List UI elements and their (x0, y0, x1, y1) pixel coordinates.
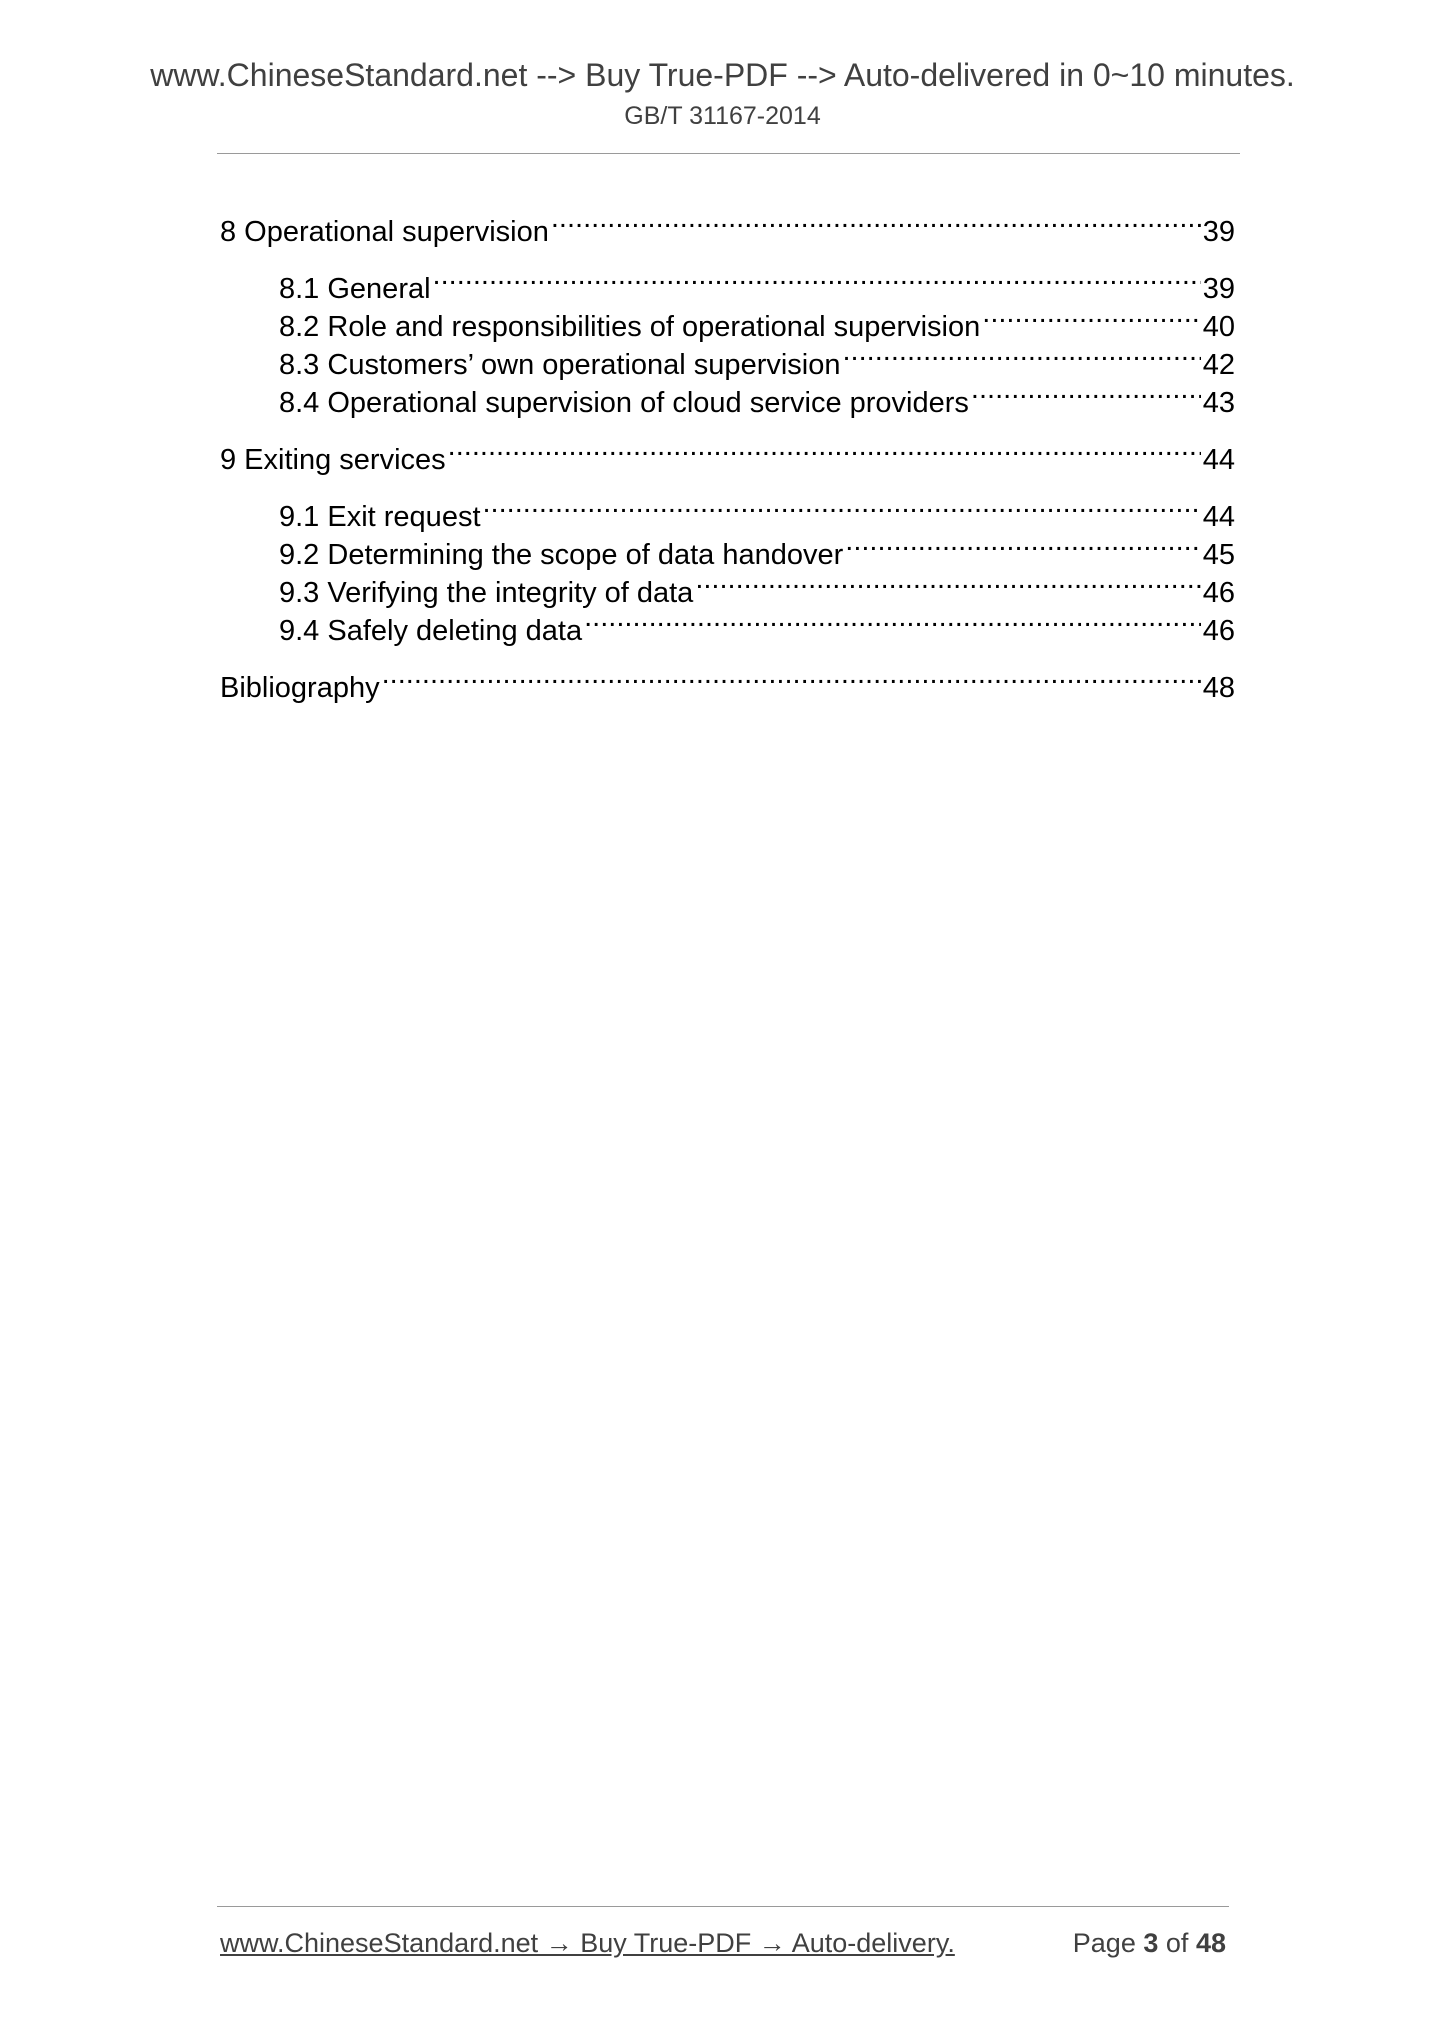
toc-dot-leader (551, 203, 1201, 241)
toc-entry-label: 9.2 Determining the scope of data handover (279, 539, 844, 571)
toc-entry-label: 8.4 Operational supervision of cloud service providers (279, 387, 969, 419)
toc-entry-page: 46 (1202, 577, 1235, 609)
footer-page-current: 3 (1143, 1928, 1159, 1958)
toc-entry-page: 44 (1202, 444, 1235, 476)
toc-entry-9[interactable] (220, 431, 1235, 476)
toc-entry-label: 8.3 Customers’ own operational supervision (279, 349, 841, 381)
toc-entry-label: 8 Operational supervision (220, 216, 549, 248)
toc-entry-8-1[interactable] (220, 260, 1235, 305)
toc-entry-9-1[interactable] (220, 488, 1235, 533)
toc-dot-leader (433, 260, 1201, 298)
footer-site-link[interactable]: www.ChineseStandard.net → Buy True-PDF → Auto-delivery. (220, 1928, 955, 1958)
toc-dot-leader (843, 336, 1201, 374)
toc-entry-page: 45 (1202, 539, 1235, 571)
header-divider (217, 153, 1240, 154)
toc-dot-leader (584, 602, 1201, 640)
header-site-banner[interactable]: www.ChineseStandard.net --> Buy True-PDF --> Auto-delivered in 0~10 minutes. (150, 57, 1295, 93)
toc-entry-label: 8.2 Role and responsibilities of operational supervision (279, 311, 981, 343)
toc-entry-label: 9.1 Exit request (279, 501, 481, 533)
toc-entry-bibliography[interactable] (220, 659, 1235, 704)
toc-entry-label: 9.4 Safely deleting data (279, 615, 583, 647)
toc-entry-page: 48 (1202, 672, 1235, 704)
header-standard-number: GB/T 31167-2014 (624, 102, 821, 130)
toc-dot-leader (971, 374, 1201, 412)
toc-entry-page: 42 (1202, 349, 1235, 381)
footer-page-word: Page (1072, 1928, 1136, 1958)
toc-dot-leader (982, 298, 1200, 336)
page-header (0, 55, 1445, 133)
toc-dot-leader (382, 659, 1201, 697)
toc-dot-leader (695, 564, 1200, 602)
toc-entry-page: 44 (1202, 501, 1235, 533)
footer-page-total: 48 (1195, 1928, 1226, 1958)
toc-entry-page: 43 (1202, 387, 1235, 419)
toc-entry-page: 39 (1202, 216, 1235, 248)
toc-dot-leader (483, 488, 1201, 526)
table-of-contents (220, 203, 1235, 704)
footer-page-of: of (1165, 1928, 1189, 1958)
toc-entry-page: 40 (1202, 311, 1235, 343)
toc-dot-leader (845, 526, 1200, 564)
footer-divider (217, 1906, 1229, 1907)
footer-page-number (1073, 1925, 1226, 1961)
toc-dot-leader (448, 431, 1201, 469)
toc-entry-page: 46 (1202, 615, 1235, 647)
toc-entry-label: 9 Exiting services (220, 444, 446, 476)
toc-entry-label: 8.1 General (279, 273, 431, 305)
toc-entry-8[interactable] (220, 203, 1235, 248)
toc-entry-label: Bibliography (220, 672, 380, 704)
toc-entry-label: 9.3 Verifying the integrity of data (279, 577, 694, 609)
toc-entry-page: 39 (1202, 273, 1235, 305)
